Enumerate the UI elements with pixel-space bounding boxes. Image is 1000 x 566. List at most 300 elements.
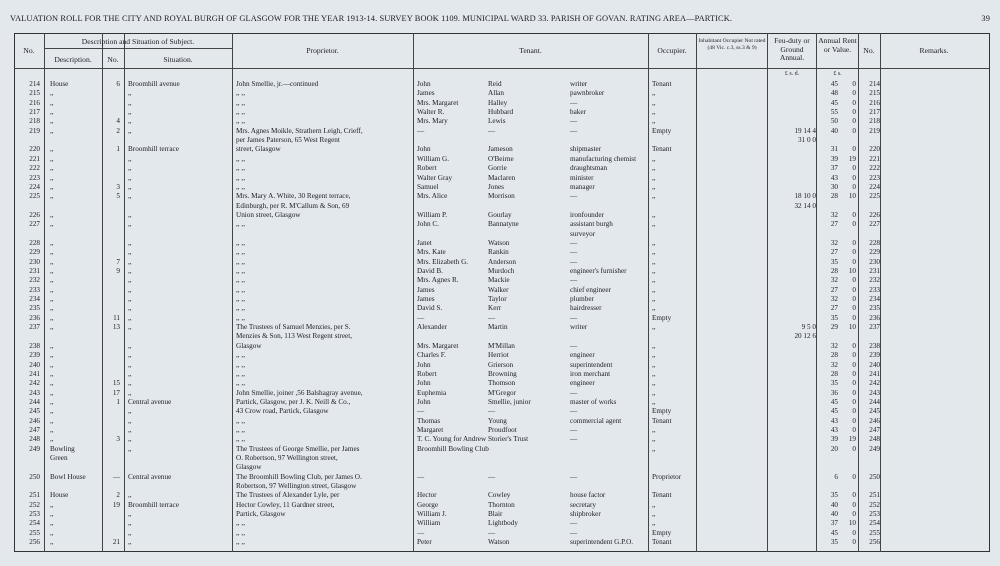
col-proprietor-header: Proprietor. — [306, 46, 339, 55]
cell-no2: 232 — [869, 276, 880, 285]
cell-ts: Murdoch — [488, 267, 515, 275]
cell-no2: 250 — [869, 472, 880, 481]
cell-ts: M'Millan — [488, 341, 515, 350]
cell-no: 241 — [29, 369, 40, 378]
cell-prop: Glasgow — [236, 341, 262, 350]
cell-occ: ,, — [652, 369, 656, 378]
cell-tf: Charles F. — [417, 351, 446, 360]
cell-occ: ,, — [652, 510, 656, 519]
cell-ts: Allan — [488, 89, 504, 98]
cell-rl: 48 — [830, 89, 838, 98]
cell-ts: — — [488, 472, 496, 481]
cell-to: commercial agent — [570, 416, 622, 425]
cell-rl: 27 — [830, 304, 838, 313]
cell-tf: James — [417, 285, 435, 294]
table-row — [14, 407, 988, 417]
table-row — [14, 426, 988, 436]
cell-to: — — [570, 126, 578, 135]
table-row — [14, 304, 988, 314]
cell-sit: ,, — [128, 192, 132, 201]
cell-sit: ,, — [128, 117, 132, 126]
cell-num: 11 — [113, 313, 120, 322]
cell-sit: ,, — [128, 425, 132, 434]
cell-num: 17 — [112, 388, 120, 397]
cell-prop: Menzies & Son, 113 West Regent street, — [236, 332, 352, 341]
cell-prop: ,, ,, — [236, 295, 245, 304]
cell-rs: 0 — [852, 538, 856, 547]
cell-no: 248 — [29, 435, 40, 444]
cell-sit: Central avenue — [128, 472, 172, 481]
cell-tf: Mrs. Mary — [417, 117, 448, 126]
cell-no: 253 — [29, 510, 40, 519]
cell-num: 4 — [116, 117, 120, 126]
cell-num: 7 — [116, 257, 120, 266]
cell-rl: 29 — [830, 323, 838, 332]
cell-rl: 28 — [830, 267, 838, 275]
cell-rl: 28 — [830, 351, 838, 360]
cell-ts: Young — [488, 416, 507, 425]
cell-ts: M'Gregor — [488, 388, 517, 397]
cell-no2: 230 — [869, 257, 880, 266]
cell-to: — — [570, 425, 578, 434]
cell-prop: O. Robertson, 97 Wellington street, — [236, 454, 338, 462]
cell-to: engineer — [570, 379, 595, 388]
cell-desc: ,, — [50, 248, 54, 257]
cell-tf: — — [417, 126, 425, 135]
cell-to: — — [570, 192, 578, 201]
cell-no2: 238 — [869, 341, 880, 350]
table-row — [14, 276, 988, 286]
cell-prop: John Smellie, jr.—continued — [236, 80, 319, 88]
cell-prop: ,, ,, — [236, 182, 245, 191]
cell-desc: ,, — [50, 89, 54, 98]
cell-to: house factor — [570, 491, 606, 500]
cell-sit: ,, — [128, 510, 132, 519]
cell-rs: 0 — [852, 248, 856, 257]
cell-desc: ,, — [50, 510, 54, 519]
cell-tf: James — [417, 295, 435, 304]
cell-prop: ,, ,, — [236, 425, 245, 434]
cell-feu: 9 5 0 — [801, 323, 816, 332]
cell-prop: ,, ,, — [236, 267, 245, 275]
cell-prop: The Broomhill Bowling Club, per James O. — [236, 472, 362, 481]
table-row — [14, 351, 988, 361]
cell-occ: ,, — [652, 285, 656, 294]
cell-tf: William G. — [417, 154, 450, 163]
cell-rs: 0 — [852, 173, 856, 182]
cell-prop: The Trustees of Samuel Menzies, per S. — [236, 323, 351, 332]
cell-occ: ,, — [652, 276, 656, 285]
cell-rs: 0 — [852, 145, 856, 154]
cell-occ: ,, — [652, 500, 656, 509]
cell-tf: Peter — [417, 538, 432, 547]
table-row — [14, 89, 988, 99]
cell-ts: Browning — [488, 369, 517, 378]
cell-rs: 0 — [852, 276, 856, 285]
cell-ts: Halley — [488, 98, 508, 107]
cell-prop: street, Glasgow — [236, 145, 281, 154]
cell-no: 234 — [29, 295, 40, 304]
cell-to: draughtsman — [570, 164, 608, 173]
cell-tf: Mrs. Alice — [417, 192, 448, 201]
cell-ts: Kerr — [488, 304, 502, 313]
cell-sit: ,, — [128, 108, 132, 117]
page-header — [10, 14, 990, 23]
table-row — [14, 379, 988, 389]
cell-prop: The Trustees of Alexander Lyle, per — [236, 491, 340, 500]
cell-desc: ,, — [50, 145, 54, 154]
cell-no: 251 — [29, 491, 40, 500]
cell-sit: ,, — [128, 89, 132, 98]
cell-no: 228 — [29, 238, 40, 247]
cell-prop: Hector Cowley, 11 Gardner street, — [236, 500, 335, 509]
table-row — [14, 230, 988, 240]
cell-to: writer — [570, 323, 588, 332]
table-row — [14, 332, 988, 342]
cell-occ: ,, — [652, 267, 656, 275]
table-row — [14, 127, 988, 137]
cell-occ: ,, — [652, 238, 656, 247]
cell-rl: 45 — [830, 80, 838, 88]
cell-sit: ,, — [128, 257, 132, 266]
cell-sit: ,, — [128, 323, 132, 332]
cell-tf: William — [417, 519, 441, 528]
cell-rs: 0 — [852, 164, 856, 173]
cell-rs: 0 — [852, 416, 856, 425]
cell-prop: 43 Crow road, Partick, Glasgow — [236, 407, 329, 416]
cell-no2: 224 — [869, 182, 880, 191]
cell-to: engineer — [570, 351, 595, 360]
table-row — [14, 258, 988, 268]
table-row — [14, 491, 988, 501]
cell-rs: 0 — [852, 444, 856, 453]
cell-desc: ,, — [50, 295, 54, 304]
cell-no2: 242 — [869, 379, 880, 388]
cell-rs: 0 — [852, 285, 856, 294]
cell-num: 2 — [116, 126, 120, 135]
cell-no: 223 — [29, 173, 40, 182]
cell-rl: 32 — [830, 295, 838, 304]
cell-feu: 20 12 6 — [794, 332, 816, 341]
table-row — [14, 538, 988, 548]
cell-to: — — [570, 388, 578, 397]
cell-no: 215 — [29, 89, 40, 98]
cell-sit: ,, — [128, 220, 132, 229]
cell-desc: ,, — [50, 528, 54, 537]
cell-to: surveyor — [570, 229, 596, 238]
col-no2-header: No. — [863, 46, 875, 55]
cell-rs: 0 — [852, 360, 856, 369]
cell-occ: ,, — [652, 154, 656, 163]
cell-to: — — [570, 98, 578, 107]
cell-prop: ,, ,, — [236, 154, 245, 163]
cell-desc: ,, — [50, 313, 54, 322]
cell-rl: 6 — [834, 472, 838, 481]
cell-ts: Jameson — [488, 145, 513, 154]
cell-rl: 50 — [830, 117, 838, 126]
cell-to: pawnbroker — [570, 89, 605, 98]
cell-desc: ,, — [50, 210, 54, 219]
table-row — [14, 454, 988, 464]
cell-prop: ,, ,, — [236, 528, 245, 537]
cell-to: — — [570, 341, 578, 350]
cell-desc: ,, — [50, 108, 54, 117]
cell-desc: Bowl House — [50, 472, 86, 481]
cell-ts: — — [488, 528, 496, 537]
cell-rs: 0 — [852, 182, 856, 191]
cell-ts: Herriot — [488, 351, 509, 360]
cell-occ: ,, — [652, 295, 656, 304]
cell-tf: Walter R. — [417, 108, 445, 117]
cell-rs: 0 — [852, 500, 856, 509]
cell-ts: Jones — [488, 182, 504, 191]
cell-occ: ,, — [652, 257, 656, 266]
cell-desc: ,, — [50, 192, 54, 201]
cell-no: 220 — [29, 145, 40, 154]
cell-prop: ,, ,, — [236, 117, 245, 126]
cell-no: 233 — [29, 285, 40, 294]
cell-prop: Glasgow — [236, 463, 262, 472]
cell-prop: ,, ,, — [236, 369, 245, 378]
cell-no: 216 — [29, 98, 40, 107]
cell-no: 246 — [29, 416, 40, 425]
cell-no: 239 — [29, 351, 40, 360]
cell-tf: Robert — [417, 164, 437, 173]
cell-tf: Mrs. Margaret — [417, 98, 459, 107]
cell-to: — — [570, 117, 578, 126]
cell-rl: 43 — [830, 173, 838, 182]
cell-rs: 0 — [852, 491, 856, 500]
cell-desc: ,, — [50, 379, 54, 388]
cell-prop: ,, ,, — [236, 313, 245, 322]
cell-desc: ,, — [50, 500, 54, 509]
cell-sit: Broomhill terrace — [128, 145, 179, 154]
cell-occ: ,, — [652, 304, 656, 313]
table-row — [14, 501, 988, 511]
cell-to: engineer's furnisher — [570, 267, 627, 275]
cell-prop: Edinburgh, per R. M'Callum & Son, 69 — [236, 201, 350, 210]
table-row — [14, 174, 988, 184]
cell-no2: 251 — [869, 491, 880, 500]
cell-rl: 40 — [830, 126, 838, 135]
cell-no2: 254 — [869, 519, 880, 528]
cell-tf: — — [417, 472, 425, 481]
cell-sit: ,, — [128, 538, 132, 547]
col-occupier-header: Occupier. — [657, 46, 687, 55]
cell-occ: Tenant — [652, 538, 672, 547]
cell-no2: 245 — [869, 407, 880, 416]
cell-tf: Mrs. Kate — [417, 248, 446, 257]
cell-num: 2 — [116, 491, 120, 500]
cell-occ: Empty — [652, 126, 672, 135]
cell-to: — — [570, 435, 578, 444]
col-remarks-header: Remarks. — [919, 46, 949, 55]
cell-rl: 35 — [830, 379, 838, 388]
cell-no: 235 — [29, 304, 40, 313]
cell-occ: ,, — [652, 182, 656, 191]
cell-no: 232 — [29, 276, 40, 285]
cell-desc: ,, — [50, 416, 54, 425]
cell-num: 13 — [112, 323, 120, 332]
cell-desc: ,, — [50, 397, 54, 406]
cell-tf: Mrs. Margaret — [417, 341, 459, 350]
cell-no2: 219 — [869, 126, 880, 135]
cell-rs: 19 — [848, 435, 856, 444]
cell-no: 224 — [29, 182, 40, 191]
cell-prop: Robertson, 97 Wellington street, Glasgow — [236, 482, 357, 491]
cell-rs: 19 — [848, 154, 856, 163]
cell-rl: 30 — [830, 182, 838, 191]
col-desc-group-header: Description and Situation of Subject. — [81, 37, 195, 46]
cell-occ: ,, — [652, 98, 656, 107]
cell-rs: 0 — [852, 472, 856, 481]
cell-rs: 0 — [852, 313, 856, 322]
cell-ts: Martin — [488, 323, 508, 332]
cell-num: 3 — [116, 435, 120, 444]
table-row — [14, 463, 988, 473]
cell-ts: — — [488, 407, 496, 416]
cell-no2: 216 — [869, 98, 880, 107]
table-row — [14, 323, 988, 333]
cell-ts: Anderson — [488, 257, 516, 266]
cell-to: — — [570, 313, 578, 322]
cell-prop: Partick, Glasgow — [236, 510, 286, 519]
cell-to: — — [570, 257, 578, 266]
cell-occ: Proprietor — [652, 472, 682, 481]
cell-no: 240 — [29, 360, 40, 369]
col-feu-header: Feu-duty or Ground Annual. — [774, 36, 810, 62]
cell-sit: ,, — [128, 304, 132, 313]
cell-prop: John Smellie, joiner ,56 Balshagray avenue, — [236, 388, 363, 397]
cell-desc: ,, — [50, 323, 54, 332]
cell-occ: ,, — [652, 89, 656, 98]
table-row — [14, 211, 988, 221]
cell-tf: Broomhill Bowling Club — [417, 444, 489, 453]
cell-sit: ,, — [128, 444, 132, 453]
cell-tf: Thomas — [417, 416, 441, 425]
cell-occ: ,, — [652, 397, 656, 406]
cell-ts: Smellie, junior — [488, 397, 531, 406]
cell-prop: Union street, Glasgow — [236, 210, 301, 219]
cell-no2: 215 — [869, 89, 880, 98]
cell-tf: William P. — [417, 210, 448, 219]
cell-no2: 239 — [869, 351, 880, 360]
cell-no2: 223 — [869, 173, 880, 182]
cell-sit: ,, — [128, 388, 132, 397]
cell-rs: 0 — [852, 117, 856, 126]
cell-to: ironfounder — [570, 210, 604, 219]
cell-occ: ,, — [652, 351, 656, 360]
cell-sit: ,, — [128, 351, 132, 360]
cell-feu: 32 14 0 — [794, 201, 816, 210]
cell-no: 226 — [29, 210, 40, 219]
cell-no2: 231 — [869, 267, 880, 275]
cell-no: 214 — [29, 80, 40, 88]
table-row — [14, 202, 988, 212]
cell-no: 249 — [29, 444, 40, 453]
cell-to: manufacturing chemist — [570, 154, 637, 163]
cell-tf: John — [417, 145, 431, 154]
table-row — [14, 183, 988, 193]
cell-no2: 222 — [869, 164, 880, 173]
cell-desc: ,, — [50, 538, 54, 547]
cell-to: — — [570, 519, 578, 528]
cell-sit: ,, — [128, 267, 132, 275]
cell-ts: Bannatyne — [488, 220, 519, 229]
cell-rs: 0 — [852, 98, 856, 107]
cell-ts: Cowley — [488, 491, 511, 500]
cell-ts: Proudfoot — [488, 425, 517, 434]
table-row — [14, 80, 988, 90]
cell-prop: ,, ,, — [236, 248, 245, 257]
cell-tf: David S. — [417, 304, 443, 313]
table-row — [14, 286, 988, 296]
cell-sit: ,, — [128, 182, 132, 191]
cell-rl: 45 — [830, 98, 838, 107]
cell-occ: Empty — [652, 407, 672, 416]
cell-ts: Blair — [488, 510, 503, 519]
cell-rl: 32 — [830, 276, 838, 285]
cell-ts: Mackie — [488, 276, 510, 285]
cell-tf: John — [417, 397, 431, 406]
cell-sit: ,, — [128, 528, 132, 537]
cell-prop: ,, ,, — [236, 98, 245, 107]
cell-sit: ,, — [128, 248, 132, 257]
cell-prop: ,, ,, — [236, 173, 245, 182]
cell-rl: 20 — [830, 444, 838, 453]
cell-sit: ,, — [128, 341, 132, 350]
cell-to: minister — [570, 173, 594, 182]
table-row — [14, 136, 988, 146]
cell-no2: 221 — [869, 154, 880, 163]
cell-no: 237 — [29, 323, 40, 332]
cell-rl: 31 — [830, 145, 838, 154]
cell-rs: 0 — [852, 80, 856, 88]
cell-occ: ,, — [652, 164, 656, 173]
cell-rl: 36 — [830, 388, 838, 397]
cell-rs: 0 — [852, 89, 856, 98]
cell-prop: ,, ,, — [236, 220, 245, 229]
cell-feu: 31 0 0 — [798, 136, 816, 145]
cell-occ: ,, — [652, 444, 656, 453]
cell-tf: William J. — [417, 510, 447, 519]
cell-num: 3 — [116, 182, 120, 191]
cell-to: — — [570, 238, 578, 247]
table-row — [14, 529, 988, 539]
cell-rs: 10 — [848, 323, 856, 332]
cell-rs: 0 — [852, 238, 856, 247]
cell-desc: ,, — [50, 435, 54, 444]
cell-num: 1 — [116, 145, 120, 154]
cell-no2: 243 — [869, 388, 880, 397]
cell-desc: ,, — [50, 154, 54, 163]
cell-occ: ,, — [652, 248, 656, 257]
cell-rs: 0 — [852, 220, 856, 229]
table-row — [14, 155, 988, 165]
cell-to: baker — [570, 108, 586, 117]
rule — [44, 48, 232, 49]
cell-occ: ,, — [652, 425, 656, 434]
cell-sit: ,, — [128, 285, 132, 294]
cell-prop: ,, ,, — [236, 435, 245, 444]
cell-num: 6 — [116, 80, 120, 88]
cell-ts: Morrison — [488, 192, 515, 201]
table-row — [14, 314, 988, 324]
cell-prop: ,, ,, — [236, 416, 245, 425]
cell-no: 217 — [29, 108, 40, 117]
cell-desc: ,, — [50, 351, 54, 360]
cell-prop: ,, ,, — [236, 360, 245, 369]
